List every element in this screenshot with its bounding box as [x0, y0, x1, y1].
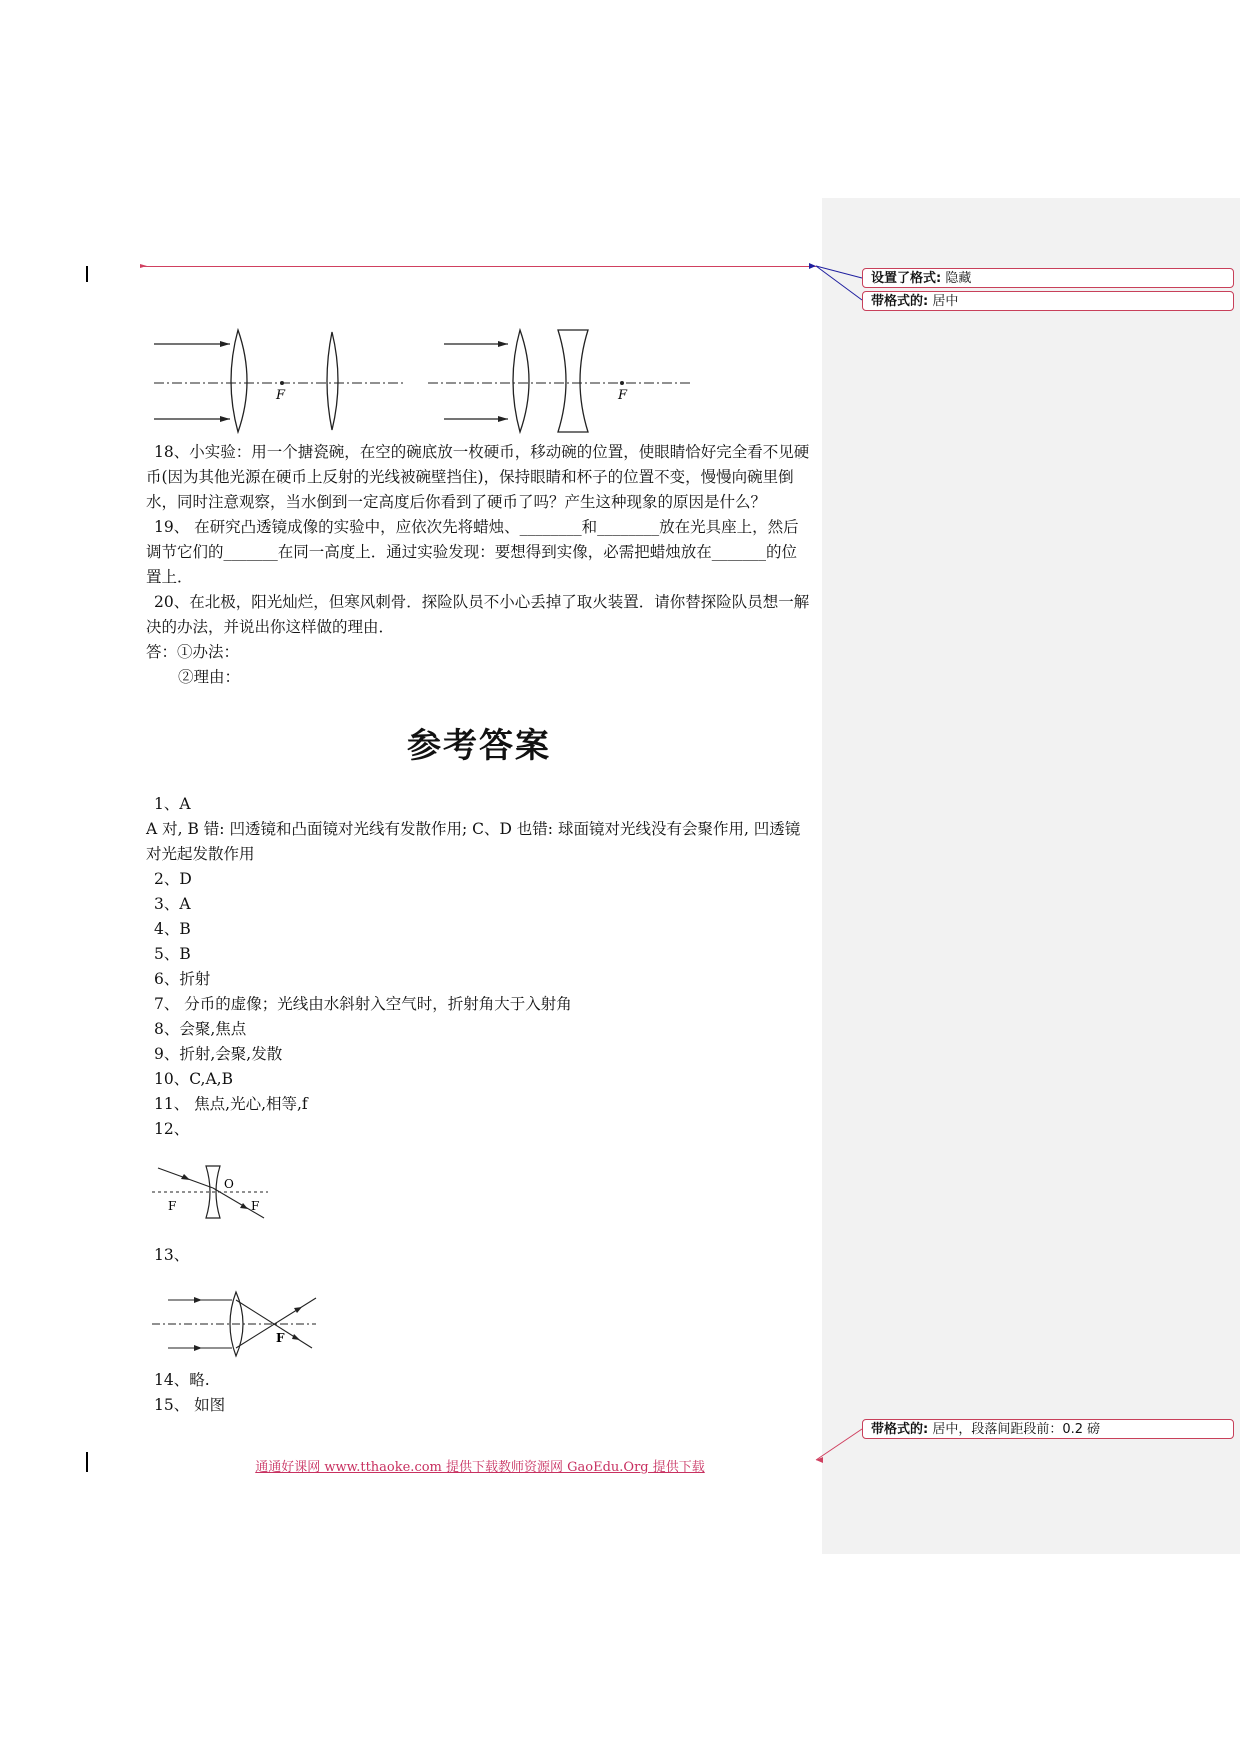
comment-value: 隐藏: [945, 271, 972, 286]
answer-10: 10、C,A,B: [154, 1070, 233, 1088]
focal-label: F: [276, 1331, 285, 1345]
answer-12: 12、: [154, 1120, 190, 1138]
comment-value: 居中: [932, 294, 959, 309]
answer-15: 15、 如图: [154, 1396, 226, 1414]
answer-8: 8、会聚,焦点: [154, 1020, 247, 1038]
answers-block-3: [146, 1368, 812, 1418]
lens-figure-answer-13: [150, 1288, 320, 1358]
question-20: 20、在北极，阳光灿烂，但寒风刺骨．探险队员不小心丢掉了取火装置．请你替探险队员想一解决的办法，并说出你这样做的理由．: [146, 593, 810, 636]
questions-block: [146, 440, 812, 690]
focal-label: F: [618, 388, 628, 403]
focal-label-right: F: [251, 1199, 260, 1213]
answer-7: 7、 分币的虚像；光线由水斜射入空气时，折射角大于入射角: [154, 995, 572, 1013]
answers-block-2: [146, 1243, 812, 1268]
answer-4: 4、B: [154, 920, 191, 938]
lens-figure-q17: [146, 326, 706, 436]
answer-method: 答：①办法：: [146, 643, 240, 661]
optical-center-label: O: [224, 1177, 234, 1191]
answer-3: 3、A: [154, 895, 191, 913]
answer-14: 14、略.: [154, 1371, 210, 1389]
comment-label: 带格式的:: [871, 1422, 929, 1437]
comment-label: 设置了格式:: [871, 271, 942, 286]
answer-title: 参考答案: [407, 726, 551, 766]
answer-11: 11、 焦点,光心,相等,f: [154, 1095, 308, 1113]
comment-balloon-spacing[interactable]: [862, 1419, 1234, 1439]
focal-label-left: F: [168, 1199, 177, 1213]
comment-balloon-centered[interactable]: [862, 291, 1234, 311]
comment-value: 居中，段落间距段前：0.2 磅: [932, 1422, 1101, 1437]
answer-1: 1、A: [154, 795, 191, 813]
answer-reason: ②理由：: [178, 668, 241, 686]
answer-5: 5、B: [154, 945, 191, 963]
comment-label: 带格式的:: [871, 294, 929, 309]
question-18: 18、小实验：用一个搪瓷碗，在空的碗底放一枚硬币，移动碗的位置，使眼睛恰好完全看不见硬币(因为其他光源在硬币上反射的光线被碗壁挡住)，保持眼睛和杯子的位置不变，慢慢向碗里倒水，同时注意观察，当水倒到一定高度后你看到了硬币了吗？产生这种现象的原因是什么？: [146, 443, 810, 511]
answer-1-detail: A 对, B 错: 凹透镜和凸面镜对光线有发散作用; C、D 也错: 球面镜对光线没有会聚作用, 凹透镜对光起发散作用: [146, 820, 801, 863]
footer-link[interactable]: 通通好课网 www.tthaoke.com 提供下载教师资源网 GaoEdu.Org 提供下载: [255, 1460, 705, 1475]
answer-13: 13、: [154, 1246, 190, 1264]
comment-balloon-hidden[interactable]: [862, 268, 1234, 288]
lens-figure-answer-12: [150, 1160, 270, 1220]
answer-2: 2、D: [154, 870, 192, 888]
answer-9: 9、折射,会聚,发散: [154, 1045, 283, 1063]
answers-block: [146, 792, 812, 1142]
question-19: 19、 在研究凸透镜成像的实验中，应依次先将蜡烛、________和________放在光具座上，然后调节它们的_______在同一高度上．通过实验发现：要想得到实像，必需把蜡烛放在_______的位置上．: [146, 518, 799, 586]
answer-6: 6、折射: [154, 970, 211, 988]
focal-label: F: [276, 388, 286, 403]
